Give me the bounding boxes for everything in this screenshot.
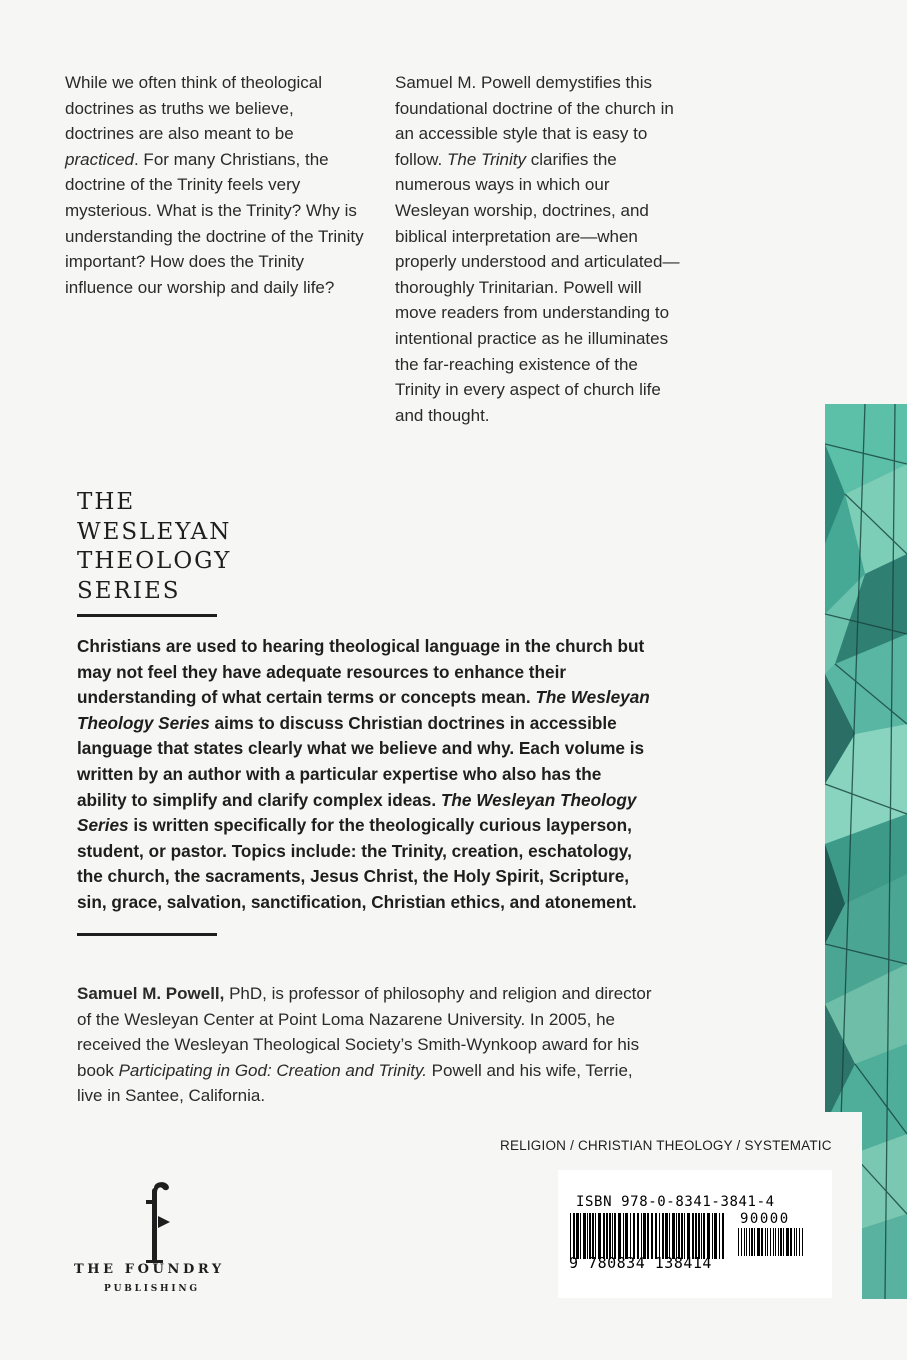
barcode-bar [744,1228,745,1256]
author-bio-text: Powell and his wife, Terrie, live in Santee, California. [77,1060,633,1106]
series-name-italic: The Wesleyan Theology Series [77,789,637,836]
series-desc-text: Christians are used to hearing theological language in the church but may not feel they have adequate resources to enhance their understanding of what certain terms or concepts mean. [77,636,645,708]
barcode-bar [659,1213,660,1259]
barcode-bar [687,1213,690,1259]
series-desc-text: is written specifically for the theologically curious layperson, student, or pastor. Topics include: the Trinity, creation, eschatology, the church, the sacraments, Jesus Christ, the Holy Spirit, Scripture, sin, grace, salvation, sanctification, Christian ethics, and atonement. [77,815,637,912]
barcode-bar [722,1213,724,1259]
barcode-bar [603,1213,605,1259]
barcode-bar [746,1228,747,1256]
barcode-bar [681,1213,683,1259]
barcode-bar [765,1228,766,1256]
barcode-bar [712,1213,713,1259]
barcode-bar [773,1228,774,1256]
intro-text: While we often think of theological doctrines as truths we believe, doctrines are also meant to be [65,73,323,144]
barcode-bar [802,1228,803,1256]
intro-paragraph [65,70,365,300]
divider [77,933,217,936]
intro-italic: practiced [65,149,134,169]
barcode-bar [719,1213,720,1259]
barcode-addon-bars [738,1228,808,1256]
barcode-bar [612,1213,613,1259]
divider [77,614,217,617]
barcode-bar [623,1213,624,1259]
barcode-bar [796,1228,797,1256]
barcode-bar [778,1228,779,1256]
series-title-line: SERIES [77,577,181,604]
barcode-bar [580,1213,581,1259]
barcode-bar [609,1213,611,1259]
barcode-bar [647,1213,649,1259]
barcode-bar [633,1213,635,1259]
barcode-bar [707,1213,710,1259]
barcode-bar [678,1213,680,1259]
barcode-bar [751,1228,753,1256]
barcode-bar [573,1213,575,1259]
author-name: Samuel M. Powell, [77,984,225,1003]
barcode-bar [576,1213,579,1259]
barcode-bar [665,1213,668,1259]
barcode-bar [641,1213,642,1259]
barcode-bar [583,1213,586,1259]
barcode-bar [695,1213,697,1259]
book-description [395,70,680,428]
author-book-italic: Participating in God: Creation and Trinity. [118,1060,427,1080]
author-bio [77,981,657,1109]
author-bio-text: PhD, is professor of philosophy and religion and director of the Wesleyan Center at Point Loma Nazarene University. In 2005, he received the Wesleyan Theological Society’s Smith-Wynkoop award for his book [77,984,652,1080]
barcode-bar [655,1213,657,1259]
barcode-bar [618,1213,621,1259]
series-name-italic: The Wesleyan Theology Series [77,687,650,733]
series-title-line: WESLEYAN [77,518,232,545]
intro-text-cont: . For many Christians, the doctrine of the Trinity feels very mysterious. What is the Trinity? Why is understanding the doctrine of the Trinity important? How does the Trinity influence our worship and daily life? [65,149,364,297]
barcode-bar [606,1213,608,1259]
price-code: 90000 [740,1211,790,1227]
category-label: RELIGION / CHRISTIAN THEOLOGY / SYSTEMATIC [500,1138,832,1153]
barcode-bars [570,1213,730,1259]
series-description [77,634,652,916]
barcode-bar [754,1228,755,1256]
barcode-bar [741,1228,742,1256]
barcode-bar [692,1213,694,1259]
barcode-bar [598,1213,601,1259]
barcode-bar [669,1213,670,1259]
publisher-sub: PUBLISHING [104,1284,200,1294]
barcode-bar [662,1213,664,1259]
series-title-line: THEOLOGY [77,548,232,574]
barcode-bar [786,1228,789,1256]
barcode-bar [595,1213,596,1259]
desc-text: Samuel M. Powell demystifies this foundational doctrine of the church in an accessible style that is easy to follow. [395,73,674,169]
barcode-bar [592,1213,594,1259]
barcode-bar [637,1213,639,1259]
barcode-bar [780,1228,782,1256]
series-desc-text: aims to discuss Christian doctrines in accessible language that states clearly what we believe and why. Each volume is written by an author with a particular expertise who also has the ability to simplify and clarify complex ideas. [77,712,645,810]
barcode-bar [614,1213,616,1259]
barcode-bar [767,1228,768,1256]
barcode-bar [794,1228,795,1256]
barcode-bar [749,1228,750,1256]
barcode-bar [625,1213,628,1259]
barcode-bar [587,1213,588,1259]
series-title [77,488,231,606]
barcode-bar [738,1228,739,1256]
barcode-bar [701,1213,702,1259]
barcode-bar [643,1213,646,1259]
barcode-bar [757,1228,760,1256]
publisher-name: THE FOUNDRY [74,1262,225,1277]
foundry-logo-icon [72,1158,232,1298]
barcode-bar [698,1213,700,1259]
barcode-bar [676,1213,677,1259]
barcode-bar [570,1213,571,1259]
barcode-bar [651,1213,653,1259]
barcode-bar [783,1228,784,1256]
barcode-bar [703,1213,705,1259]
barcode-bar [684,1213,685,1259]
barcode-bar [672,1213,675,1259]
book-title-italic: The Trinity [446,149,527,169]
barcode-bar [790,1228,792,1256]
series-title-line: THE [77,489,136,515]
barcode-bar [799,1228,800,1256]
barcode-bar [770,1228,771,1256]
isbn-label: ISBN 978-0-8341-3841-4 [576,1194,775,1210]
barcode-bar [714,1213,717,1259]
barcode-bar [775,1228,776,1256]
desc-text-cont: clarifies the numerous ways in which our Wesleyan worship, doctrines, and biblical interpretation are—when properly understood and articulated—thoroughly Trinitarian. Powell will move readers from understanding to intentional practice as he illuminates the far-reaching existence of the Trinity in every aspect of church life and thought. [395,149,680,425]
ean-digits: 9 780834 138414 [569,1254,712,1272]
barcode-bar [589,1213,591,1259]
barcode-bar [630,1213,631,1259]
barcode-bar [761,1228,763,1256]
